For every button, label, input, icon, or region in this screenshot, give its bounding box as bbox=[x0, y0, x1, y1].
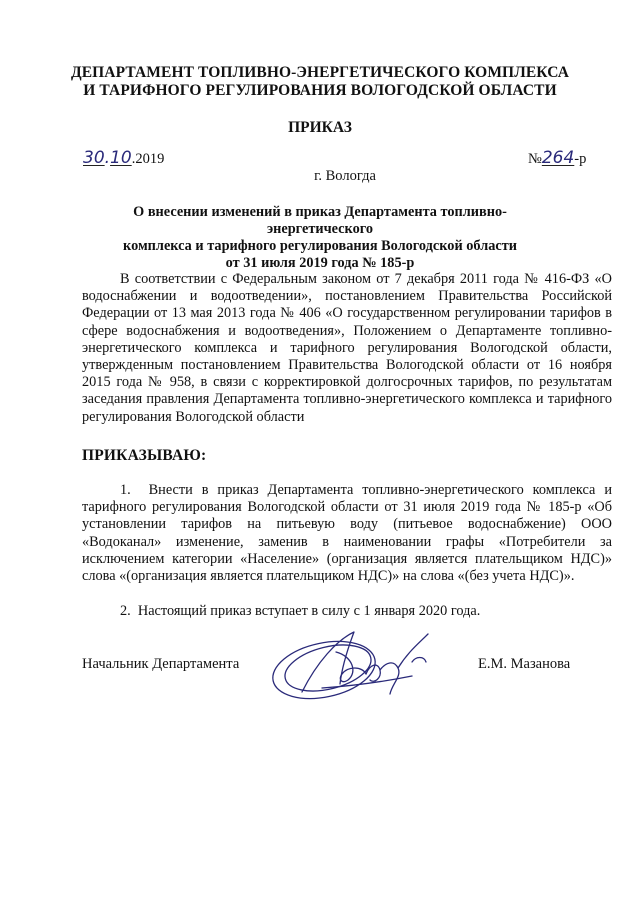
item-number: 1. bbox=[120, 482, 131, 498]
preamble-text: В соответствии с Федеральным законом от 7 декабря 2011 года № 416-ФЗ «О водоснабжении и водоотведении», постановлением Правительства Российской Федерации от 13 мая 2013 года № 406 «О государственном регулировании тарифов в сфере водоснабжения и водоотведения», Положением о Департаменте топливно-энергетического комплекса и тарифного регулирования Вологодской области, утвержденным постановлением Правительства Вологодской области от 16 ноября 2015 года № 958, в связи с корректировкой долгосрочных тарифов, по результатам заседания правления Департамента топливно-энергетического комплекса и тарифного регулирования Вологодской области bbox=[82, 271, 612, 425]
item-text: Внести в приказ Департамента топливно-энергетического комплекса и тарифного регулирования Вологодской области от 31 июля 2019 года № 185-р «Об установлении тарифов на питьевую воду (питьевое водоснабжение) ООО «Водоканал» изменение, заменив в наименовании графы «Потребители за исключением категории «Население» (организация является плательщиком НДС)» слова «(организация является плательщиком НДС)» на слова «(без учета НДС)». bbox=[82, 482, 612, 585]
order-date bbox=[83, 148, 164, 168]
city: г. Вологда bbox=[314, 168, 376, 184]
order-subject bbox=[82, 204, 558, 272]
handwritten-signature bbox=[262, 622, 452, 712]
order-title: ПРИКАЗ bbox=[288, 119, 352, 136]
number-suffix: -р bbox=[574, 151, 587, 167]
subject-line2: комплекса и тарифного регулирования Вологодской области bbox=[123, 238, 517, 254]
order-number bbox=[528, 148, 586, 168]
signatory-position: Начальник Департамента bbox=[82, 656, 240, 672]
date-year: .2019 bbox=[131, 151, 165, 167]
department-name-line2: И ТАРИФНОГО РЕГУЛИРОВАНИЯ ВОЛОГОДСКОЙ ОБЛАСТИ bbox=[83, 82, 557, 99]
subject-line1: О внесении изменений в приказ Департамента топливно-энергетического bbox=[133, 204, 507, 237]
date-month: 10 bbox=[110, 148, 132, 168]
item-number: 2. bbox=[120, 603, 131, 619]
preamble bbox=[82, 271, 612, 426]
date-day: 30 bbox=[83, 148, 105, 168]
signatory-name: Е.М. Мазанова bbox=[478, 656, 571, 672]
number-value: 264 bbox=[541, 148, 575, 168]
department-name-line1: ДЕПАРТАМЕНТ ТОПЛИВНО-ЭНЕРГЕТИЧЕСКОГО КОМПЛЕКСА bbox=[70, 64, 570, 81]
subject-line3: от 31 июля 2019 года № 185-р bbox=[225, 255, 415, 271]
item-text: Настоящий приказ вступает в силу с 1 января 2020 года. bbox=[137, 603, 481, 619]
number-prefix: № bbox=[528, 151, 542, 167]
order-item-1 bbox=[82, 482, 612, 585]
date-separator: . bbox=[104, 148, 111, 168]
order-item-2 bbox=[82, 603, 612, 620]
order-command: ПРИКАЗЫВАЮ: bbox=[82, 447, 207, 464]
